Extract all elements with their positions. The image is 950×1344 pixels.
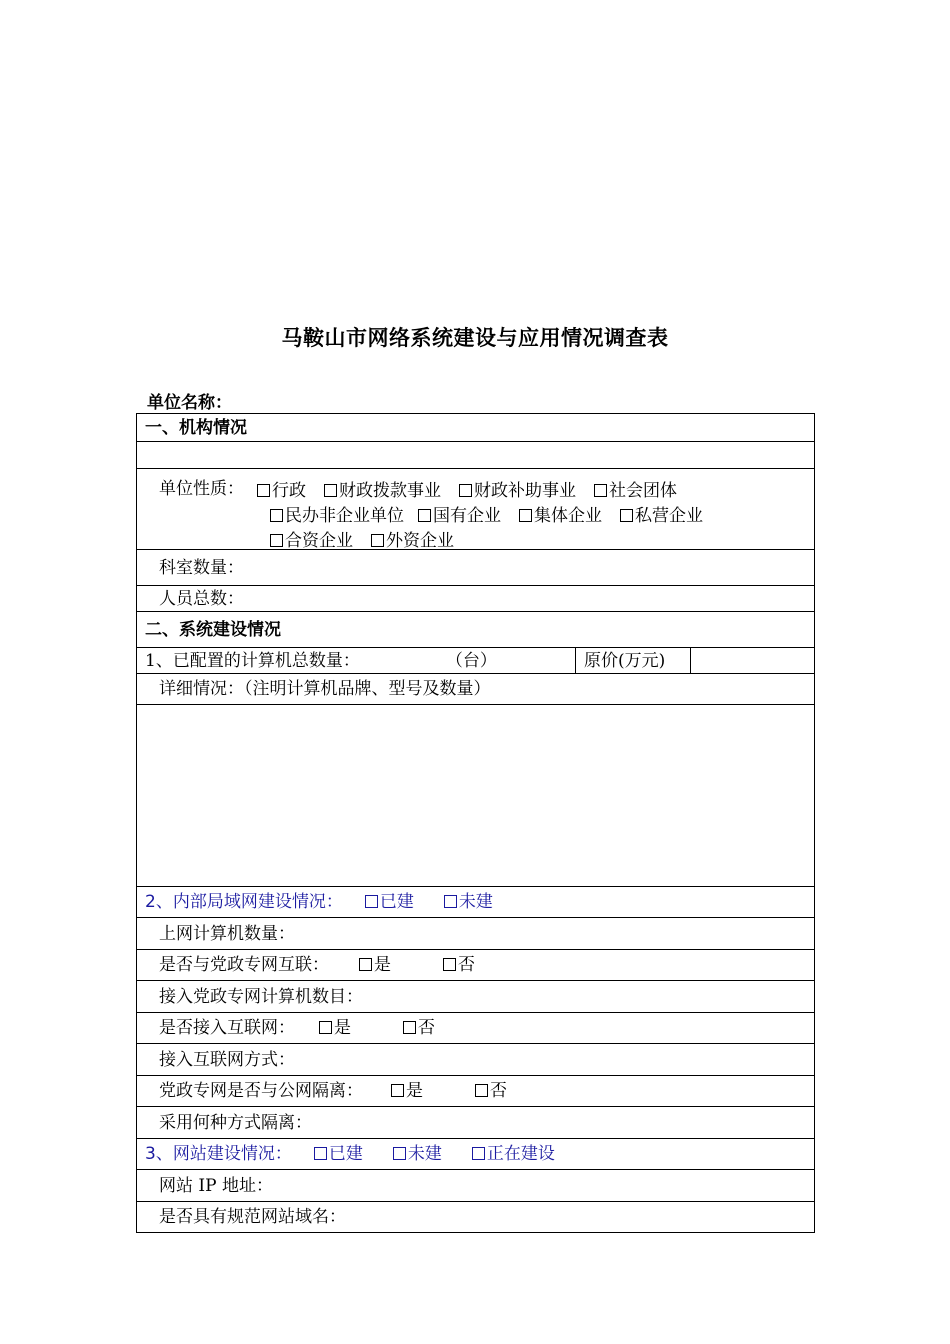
isolation-method-label: 采用何种方式隔离：: [159, 1112, 312, 1133]
checkbox-icon: [359, 958, 372, 971]
survey-form-table: [136, 413, 815, 1233]
column-divider: [690, 648, 691, 673]
lan-status-label: 2、内部局域网建设情况：: [145, 892, 343, 912]
computers-count-label: 1、已配置的计算机总数量：: [145, 650, 360, 671]
form-title: 马鞍山市网络系统建设与应用情况调查表: [281, 326, 669, 350]
online-count-row[interactable]: [137, 917, 814, 949]
checkbox-icon: [391, 1084, 404, 1097]
checkbox-icon: [443, 958, 456, 971]
nature-option-joint-venture[interactable]: 合资企业: [270, 529, 353, 554]
website-domain-label: 是否具有规范网站域名：: [159, 1207, 346, 1227]
checkbox-icon: [594, 484, 607, 497]
internet-method-row[interactable]: [137, 1043, 814, 1075]
internet-row: [137, 1012, 814, 1043]
party-net-count-row[interactable]: [137, 980, 814, 1012]
checkbox-icon: [270, 534, 283, 547]
isolation-method-row[interactable]: [137, 1106, 814, 1138]
internet-option-yes[interactable]: 是: [319, 1018, 351, 1038]
column-divider: [575, 648, 576, 673]
section1-heading-text: 一、机构情况: [145, 417, 247, 438]
nature-option-admin[interactable]: 行政: [257, 479, 306, 504]
website-ip-label: 网站 IP 地址：: [159, 1175, 273, 1196]
checkbox-icon: [472, 1147, 485, 1160]
website-option-building[interactable]: 正在建设: [472, 1144, 555, 1164]
checkbox-icon: [620, 509, 633, 522]
checkbox-icon: [519, 509, 532, 522]
unit-nature-line-1: [257, 479, 703, 504]
nature-option-private[interactable]: 私营企业: [620, 504, 703, 529]
checkbox-icon: [371, 534, 384, 547]
internet-option-no[interactable]: 否: [403, 1018, 435, 1038]
internet-label: 是否接入互联网：: [159, 1018, 295, 1038]
unit-nature-options: [257, 479, 703, 554]
lan-option-not-built[interactable]: 未建: [444, 892, 493, 912]
checkbox-icon: [393, 1147, 406, 1160]
party-net-option-yes[interactable]: 是: [359, 955, 391, 975]
party-net-row: [137, 949, 814, 980]
website-status-label: 3、网站建设情况：: [145, 1144, 292, 1164]
price-field[interactable]: [693, 648, 814, 673]
nature-option-social-group[interactable]: 社会团体: [594, 479, 677, 504]
checkbox-icon: [324, 484, 337, 497]
section2-heading: [137, 611, 814, 647]
isolation-option-yes[interactable]: 是: [391, 1081, 423, 1101]
nature-option-collective[interactable]: 集体企业: [519, 504, 602, 529]
checkbox-icon: [314, 1147, 327, 1160]
blank-row: [137, 441, 814, 468]
online-count-label: 上网计算机数量：: [159, 923, 295, 944]
unit-nature-row: [137, 468, 814, 549]
unit-nature-label: 单位性质：: [159, 479, 244, 499]
computer-detail-textarea[interactable]: [137, 704, 814, 886]
nature-option-fiscal-subsidized[interactable]: 财政补助事业: [459, 479, 576, 504]
party-net-count-label: 接入党政专网计算机数目：: [159, 986, 363, 1007]
lan-option-built[interactable]: 已建: [365, 892, 414, 912]
price-label: 原价(万元): [584, 650, 666, 671]
checkbox-icon: [459, 484, 472, 497]
checkbox-icon: [403, 1021, 416, 1034]
computers-unit-label: （台）: [445, 650, 497, 671]
dept-count-label: 科室数量：: [159, 557, 244, 578]
nature-option-fiscal-funded[interactable]: 财政拨款事业: [324, 479, 441, 504]
section2-heading-text: 二、系统建设情况: [145, 619, 281, 640]
party-net-label: 是否与党政专网互联：: [159, 955, 329, 975]
checkbox-icon: [365, 895, 378, 908]
website-ip-row[interactable]: [137, 1169, 814, 1201]
checkbox-icon: [257, 484, 270, 497]
checkbox-icon: [270, 509, 283, 522]
website-domain-row[interactable]: [137, 1201, 814, 1232]
internet-method-label: 接入互联网方式：: [159, 1049, 295, 1070]
staff-total-label: 人员总数：: [159, 588, 244, 609]
checkbox-icon: [418, 509, 431, 522]
nature-option-state-owned[interactable]: 国有企业: [418, 504, 501, 529]
dept-count-row[interactable]: [137, 549, 814, 585]
website-option-not-built[interactable]: 未建: [393, 1144, 442, 1164]
nature-option-foreign[interactable]: 外资企业: [371, 529, 454, 554]
website-status-row: [137, 1138, 814, 1169]
isolation-option-no[interactable]: 否: [475, 1081, 507, 1101]
staff-total-row[interactable]: [137, 585, 814, 611]
computer-detail-label: 详细情况：（注明计算机品牌、型号及数量）: [159, 679, 491, 699]
party-net-option-no[interactable]: 否: [443, 955, 475, 975]
website-option-built[interactable]: 已建: [314, 1144, 363, 1164]
checkbox-icon: [444, 895, 457, 908]
checkbox-icon: [319, 1021, 332, 1034]
computer-detail-label-row: [137, 673, 814, 704]
computers-row: [137, 647, 814, 673]
unit-name-label: 单位名称：: [147, 393, 232, 413]
isolation-label: 党政专网是否与公网隔离：: [159, 1081, 363, 1101]
section1-heading: [137, 414, 814, 441]
lan-status-row: [137, 886, 814, 917]
isolation-row: [137, 1075, 814, 1106]
unit-nature-line-2: [257, 504, 703, 529]
nature-option-private-nonprofit[interactable]: 民办非企业单位: [270, 504, 404, 529]
checkbox-icon: [475, 1084, 488, 1097]
